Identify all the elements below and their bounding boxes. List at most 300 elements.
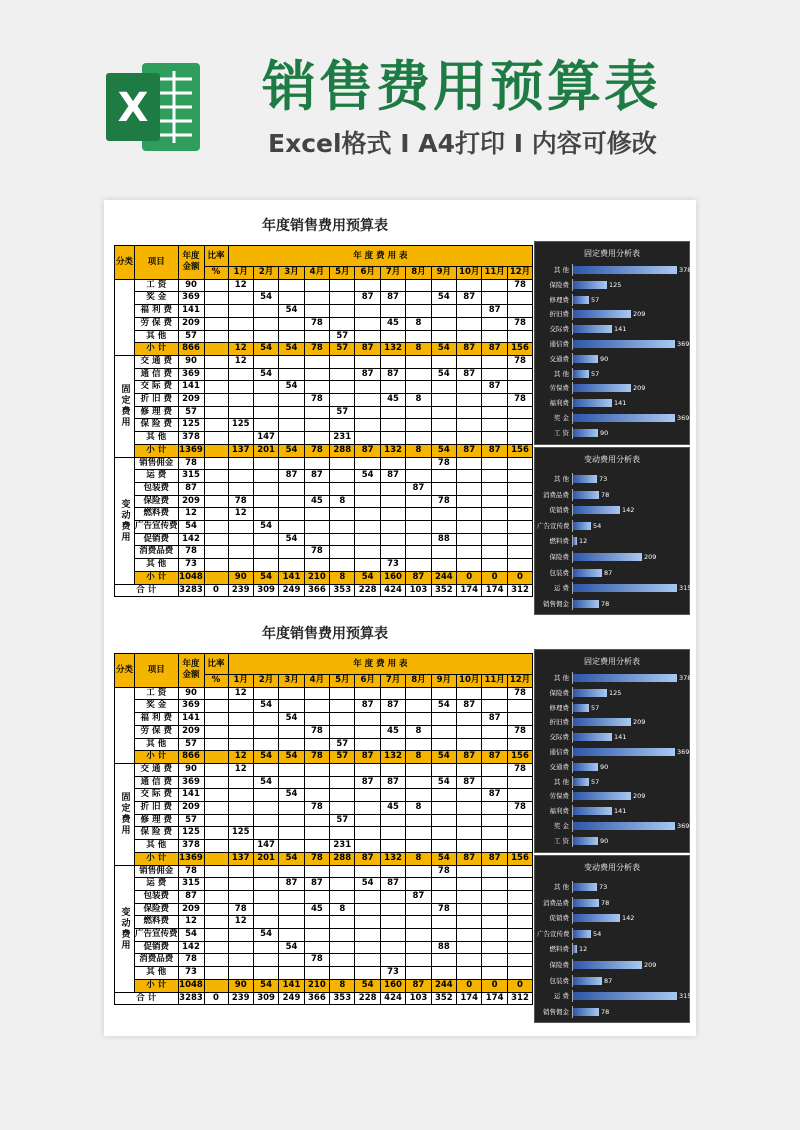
chart-category-label: 广告宣传费 bbox=[537, 521, 569, 530]
subtotal-month: 54 bbox=[355, 979, 380, 992]
chart-category-label: 交际费 bbox=[549, 733, 569, 742]
subtotal-month: 8 bbox=[406, 444, 431, 457]
month-value bbox=[406, 470, 431, 483]
month-value: 231 bbox=[330, 432, 355, 445]
annual-amount: 209 bbox=[178, 495, 204, 508]
chart-category-label: 工 资 bbox=[553, 836, 569, 845]
month-value bbox=[304, 763, 329, 776]
month-value bbox=[304, 865, 329, 878]
item-name: 销售佣金 bbox=[135, 457, 179, 470]
table-row bbox=[115, 559, 533, 572]
subtotal-month: 54 bbox=[253, 343, 278, 356]
item-name: 交 际 费 bbox=[135, 381, 179, 394]
month-value: 54 bbox=[431, 776, 456, 789]
month-value bbox=[457, 394, 482, 407]
month-value bbox=[457, 713, 482, 726]
month-value bbox=[228, 700, 253, 713]
subtotal-ratio bbox=[204, 571, 228, 584]
month-value: 45 bbox=[380, 802, 405, 815]
chart-category-label: 保险费 bbox=[549, 553, 569, 561]
subtotal-month: 54 bbox=[279, 751, 304, 764]
fixed-cost-chart bbox=[534, 649, 690, 853]
subtotal-month: 87 bbox=[482, 444, 507, 457]
chart-data-label: 90 bbox=[600, 762, 609, 771]
chart-data-label: 78 bbox=[601, 490, 610, 499]
month-value bbox=[507, 789, 532, 802]
month-value bbox=[279, 406, 304, 419]
month-value bbox=[228, 305, 253, 318]
month-value bbox=[431, 381, 456, 394]
month-value bbox=[457, 840, 482, 853]
month-value bbox=[330, 789, 355, 802]
chart-category-label: 劳保费 bbox=[549, 792, 569, 801]
subtotal-month: 0 bbox=[507, 979, 532, 992]
month-value bbox=[482, 368, 507, 381]
month-value bbox=[507, 482, 532, 495]
annual-header: 年度金额 bbox=[178, 654, 204, 688]
month-value bbox=[355, 713, 380, 726]
month-value bbox=[304, 941, 329, 954]
month-value bbox=[304, 330, 329, 343]
month-value bbox=[253, 954, 278, 967]
table-row bbox=[115, 700, 533, 713]
month-value: 54 bbox=[279, 381, 304, 394]
grand-total-month: 366 bbox=[304, 992, 329, 1005]
month-value bbox=[380, 941, 405, 954]
month-value bbox=[253, 738, 278, 751]
annual-amount: 209 bbox=[178, 802, 204, 815]
item-name: 工 资 bbox=[135, 279, 179, 292]
chart-bar-row bbox=[535, 761, 689, 773]
month-value bbox=[482, 279, 507, 292]
month-value bbox=[482, 292, 507, 305]
month-value bbox=[482, 776, 507, 789]
ratio-cell bbox=[204, 776, 228, 789]
month-value bbox=[431, 713, 456, 726]
month-value bbox=[431, 840, 456, 853]
month-value bbox=[380, 763, 405, 776]
month-value bbox=[457, 789, 482, 802]
month-value bbox=[406, 903, 431, 916]
month-value bbox=[482, 533, 507, 546]
subtotal-month: 244 bbox=[431, 571, 456, 584]
item-name: 促销费 bbox=[135, 533, 179, 546]
item-name: 其 他 bbox=[135, 840, 179, 853]
month-value bbox=[406, 840, 431, 853]
chart-category-label: 其 他 bbox=[553, 266, 569, 274]
month-value bbox=[457, 406, 482, 419]
chart-bar bbox=[573, 899, 599, 907]
chart-category-label: 通信费 bbox=[549, 748, 569, 756]
month-value: 125 bbox=[228, 827, 253, 840]
month-value bbox=[355, 521, 380, 534]
month-value bbox=[431, 967, 456, 980]
table-row bbox=[115, 840, 533, 853]
ratio-cell bbox=[204, 330, 228, 343]
chart-data-label: 54 bbox=[593, 521, 602, 530]
chart-category-label: 广告宣传费 bbox=[537, 929, 569, 938]
month-value bbox=[279, 355, 304, 368]
subtotal-month: 137 bbox=[228, 444, 253, 457]
month-value bbox=[279, 317, 304, 330]
chart-category-label: 其 他 bbox=[553, 674, 569, 682]
chart-category-label: 运 费 bbox=[553, 992, 569, 1001]
chart-category-label: 消费品费 bbox=[543, 490, 569, 499]
chart-category-label: 交际费 bbox=[549, 325, 569, 334]
chart-bar bbox=[573, 584, 677, 592]
month-header: 4月 bbox=[304, 675, 329, 688]
ratio-cell bbox=[204, 713, 228, 726]
month-value bbox=[330, 802, 355, 815]
chart-data-label: 125 bbox=[609, 280, 622, 289]
month-value bbox=[507, 406, 532, 419]
chart-category-label: 劳保费 bbox=[549, 384, 569, 393]
month-value bbox=[304, 533, 329, 546]
month-value bbox=[431, 406, 456, 419]
item-name: 广告宣传费 bbox=[135, 929, 179, 942]
chart-bar-row bbox=[535, 912, 689, 924]
month-value bbox=[304, 687, 329, 700]
grand-total-month: 174 bbox=[457, 584, 482, 597]
month-value bbox=[431, 470, 456, 483]
month-value bbox=[380, 890, 405, 903]
month-value bbox=[330, 967, 355, 980]
month-value: 88 bbox=[431, 533, 456, 546]
month-value bbox=[507, 381, 532, 394]
subtotal-month: 87 bbox=[457, 343, 482, 356]
month-header: 1月 bbox=[228, 675, 253, 688]
month-value bbox=[482, 763, 507, 776]
ratio-header: 比率 bbox=[204, 246, 228, 267]
chart-bar-row bbox=[535, 338, 689, 350]
ratio-cell bbox=[204, 738, 228, 751]
chart-data-label: 125 bbox=[609, 688, 622, 697]
item-name: 折 旧 费 bbox=[135, 394, 179, 407]
chart-bar bbox=[573, 399, 612, 407]
month-value bbox=[355, 687, 380, 700]
month-value bbox=[482, 738, 507, 751]
ratio-cell bbox=[204, 967, 228, 980]
chart-category-label: 折旧费 bbox=[549, 310, 569, 319]
item-name: 交 际 费 bbox=[135, 789, 179, 802]
chart-bar bbox=[573, 961, 642, 969]
subtotal-label: 小 计 bbox=[135, 751, 179, 764]
month-value bbox=[457, 865, 482, 878]
month-value bbox=[330, 954, 355, 967]
subtotal-month: 156 bbox=[507, 852, 532, 865]
month-value bbox=[406, 916, 431, 929]
budget-table bbox=[114, 245, 533, 597]
subtotal-month: 54 bbox=[431, 751, 456, 764]
month-value bbox=[253, 941, 278, 954]
month-value bbox=[279, 840, 304, 853]
ratio-cell bbox=[204, 725, 228, 738]
month-value bbox=[380, 916, 405, 929]
subtotal-month: 8 bbox=[330, 571, 355, 584]
month-value bbox=[457, 546, 482, 559]
chart-bar bbox=[573, 704, 589, 712]
subtotal-amount: 1369 bbox=[178, 444, 204, 457]
ratio-cell bbox=[204, 890, 228, 903]
item-header: 项目 bbox=[135, 654, 179, 688]
month-value: 73 bbox=[380, 559, 405, 572]
chart-data-label: 209 bbox=[633, 384, 646, 393]
month-value bbox=[253, 508, 278, 521]
ratio-header: 比率 bbox=[204, 654, 228, 675]
month-value bbox=[406, 789, 431, 802]
month-value: 87 bbox=[380, 292, 405, 305]
chart-bar bbox=[573, 914, 620, 922]
subtotal-month: 288 bbox=[330, 444, 355, 457]
annual-amount: 142 bbox=[178, 533, 204, 546]
subtotal-month: 160 bbox=[380, 979, 405, 992]
month-value bbox=[482, 521, 507, 534]
item-name: 福 利 费 bbox=[135, 713, 179, 726]
month-value bbox=[406, 432, 431, 445]
month-value: 87 bbox=[457, 292, 482, 305]
month-value bbox=[279, 890, 304, 903]
month-value: 87 bbox=[380, 470, 405, 483]
month-value bbox=[304, 916, 329, 929]
grand-total-month: 424 bbox=[380, 584, 405, 597]
month-value bbox=[457, 890, 482, 903]
month-value: 54 bbox=[431, 700, 456, 713]
month-value: 87 bbox=[406, 890, 431, 903]
month-value bbox=[279, 687, 304, 700]
month-value bbox=[279, 292, 304, 305]
month-value bbox=[507, 890, 532, 903]
subtotal-month: 78 bbox=[304, 444, 329, 457]
subtotal-month: 87 bbox=[457, 751, 482, 764]
month-value bbox=[355, 305, 380, 318]
month-value bbox=[507, 368, 532, 381]
chart-data-label: 369 bbox=[677, 414, 690, 422]
month-value bbox=[253, 878, 278, 891]
chart-bar-row bbox=[535, 412, 689, 424]
month-value bbox=[457, 317, 482, 330]
variable-cost-chart bbox=[534, 855, 690, 1023]
month-header: 12月 bbox=[507, 675, 532, 688]
month-value bbox=[380, 687, 405, 700]
month-value: 12 bbox=[228, 355, 253, 368]
item-name: 其 他 bbox=[135, 432, 179, 445]
month-value: 87 bbox=[304, 878, 329, 891]
month-value bbox=[431, 559, 456, 572]
chart-bar-row bbox=[535, 353, 689, 365]
chart-category-label: 燃料费 bbox=[549, 537, 569, 546]
chart-category-label: 工 资 bbox=[553, 428, 569, 437]
ratio-cell bbox=[204, 878, 228, 891]
ratio-cell bbox=[204, 941, 228, 954]
month-value: 8 bbox=[406, 725, 431, 738]
month-header: 6月 bbox=[355, 267, 380, 280]
chart-bar-row bbox=[535, 551, 689, 563]
month-value bbox=[304, 521, 329, 534]
month-value bbox=[457, 419, 482, 432]
chart-bar bbox=[573, 977, 602, 985]
month-value bbox=[355, 814, 380, 827]
month-value bbox=[304, 814, 329, 827]
chart-category-label: 保险费 bbox=[549, 280, 569, 289]
chart-bar bbox=[573, 569, 602, 577]
month-value bbox=[304, 292, 329, 305]
grand-total-month: 352 bbox=[431, 992, 456, 1005]
month-value bbox=[253, 916, 278, 929]
month-value bbox=[330, 482, 355, 495]
month-value bbox=[304, 967, 329, 980]
month-value bbox=[406, 713, 431, 726]
month-value bbox=[330, 559, 355, 572]
month-value bbox=[228, 533, 253, 546]
month-value bbox=[330, 381, 355, 394]
month-header: 2月 bbox=[253, 267, 278, 280]
month-value: 45 bbox=[380, 394, 405, 407]
month-value bbox=[482, 700, 507, 713]
chart-category-label: 福利费 bbox=[549, 399, 569, 408]
month-value bbox=[431, 929, 456, 942]
month-value bbox=[355, 546, 380, 559]
annual-amount: 73 bbox=[178, 559, 204, 572]
month-value bbox=[330, 763, 355, 776]
subtotal-month: 132 bbox=[380, 444, 405, 457]
chart-bar bbox=[573, 310, 631, 318]
month-value bbox=[228, 865, 253, 878]
table-row bbox=[115, 916, 533, 929]
ratio-cell bbox=[204, 482, 228, 495]
month-value bbox=[457, 305, 482, 318]
ratio-cell bbox=[204, 305, 228, 318]
annual-amount: 57 bbox=[178, 330, 204, 343]
chart-category-label: 促销费 bbox=[549, 506, 569, 515]
month-value bbox=[355, 890, 380, 903]
month-value bbox=[355, 789, 380, 802]
month-value bbox=[228, 482, 253, 495]
annual-amount: 315 bbox=[178, 878, 204, 891]
month-value bbox=[406, 700, 431, 713]
month-value bbox=[330, 878, 355, 891]
chart-data-label: 369 bbox=[677, 748, 690, 756]
grand-total-month: 312 bbox=[507, 992, 532, 1005]
ratio-cell bbox=[204, 916, 228, 929]
chart-bar bbox=[573, 370, 589, 378]
month-value bbox=[228, 802, 253, 815]
month-value bbox=[431, 330, 456, 343]
chart-bar-row bbox=[535, 687, 689, 699]
annual-amount: 315 bbox=[178, 470, 204, 483]
month-header: 9月 bbox=[431, 267, 456, 280]
month-value bbox=[253, 470, 278, 483]
subtotal-month: 8 bbox=[406, 852, 431, 865]
month-value bbox=[482, 687, 507, 700]
month-value bbox=[253, 381, 278, 394]
month-value bbox=[457, 508, 482, 521]
month-value bbox=[355, 929, 380, 942]
month-value bbox=[228, 330, 253, 343]
month-value bbox=[406, 865, 431, 878]
month-value bbox=[482, 941, 507, 954]
subtotal-row bbox=[115, 343, 533, 356]
month-value bbox=[253, 406, 278, 419]
month-value bbox=[406, 776, 431, 789]
month-value bbox=[330, 916, 355, 929]
table-row bbox=[115, 967, 533, 980]
subtotal-month: 210 bbox=[304, 571, 329, 584]
month-value bbox=[507, 840, 532, 853]
month-value bbox=[431, 279, 456, 292]
subtotal-month: 87 bbox=[457, 444, 482, 457]
table-row bbox=[115, 470, 533, 483]
month-value: 231 bbox=[330, 840, 355, 853]
month-value bbox=[228, 457, 253, 470]
month-value bbox=[406, 814, 431, 827]
annual-amount: 57 bbox=[178, 406, 204, 419]
month-value: 87 bbox=[380, 776, 405, 789]
month-value: 87 bbox=[355, 776, 380, 789]
month-value bbox=[507, 546, 532, 559]
table-row bbox=[115, 929, 533, 942]
ratio-unit: % bbox=[204, 675, 228, 688]
month-value bbox=[279, 814, 304, 827]
month-value bbox=[431, 814, 456, 827]
table-row bbox=[115, 355, 533, 368]
month-value bbox=[330, 533, 355, 546]
chart-data-label: 78 bbox=[601, 898, 610, 907]
subtotal-month: 54 bbox=[253, 571, 278, 584]
month-value: 87 bbox=[380, 878, 405, 891]
month-value bbox=[406, 406, 431, 419]
month-value bbox=[380, 533, 405, 546]
subtotal-month: 8 bbox=[406, 343, 431, 356]
ratio-cell bbox=[204, 495, 228, 508]
month-value bbox=[279, 725, 304, 738]
chart-bar-row bbox=[535, 308, 689, 320]
subtotal-month: 87 bbox=[355, 852, 380, 865]
month-value: 78 bbox=[431, 865, 456, 878]
month-value bbox=[406, 546, 431, 559]
month-value bbox=[380, 840, 405, 853]
month-value bbox=[304, 713, 329, 726]
ratio-cell bbox=[204, 533, 228, 546]
month-value bbox=[355, 279, 380, 292]
annual-amount: 378 bbox=[178, 432, 204, 445]
spreadsheet-page bbox=[104, 200, 696, 1036]
chart-data-label: 378 bbox=[679, 266, 692, 274]
month-value bbox=[457, 763, 482, 776]
ratio-cell bbox=[204, 394, 228, 407]
item-name: 劳 保 费 bbox=[135, 317, 179, 330]
chart-bar-row bbox=[535, 264, 692, 276]
month-value bbox=[253, 330, 278, 343]
month-value: 54 bbox=[279, 789, 304, 802]
annual-amount: 378 bbox=[178, 840, 204, 853]
chart-bar bbox=[573, 763, 598, 771]
month-value: 57 bbox=[330, 738, 355, 751]
month-value: 78 bbox=[304, 546, 329, 559]
subtotal-amount: 866 bbox=[178, 751, 204, 764]
item-name: 保险费 bbox=[135, 495, 179, 508]
month-value: 87 bbox=[482, 789, 507, 802]
grand-total-month: 366 bbox=[304, 584, 329, 597]
month-header: 11月 bbox=[482, 675, 507, 688]
month-value bbox=[279, 700, 304, 713]
annual-amount: 209 bbox=[178, 394, 204, 407]
annual-amount: 142 bbox=[178, 941, 204, 954]
month-value bbox=[253, 865, 278, 878]
month-value bbox=[482, 495, 507, 508]
month-value: 78 bbox=[304, 317, 329, 330]
subtotal-month: 87 bbox=[482, 751, 507, 764]
month-value bbox=[304, 432, 329, 445]
